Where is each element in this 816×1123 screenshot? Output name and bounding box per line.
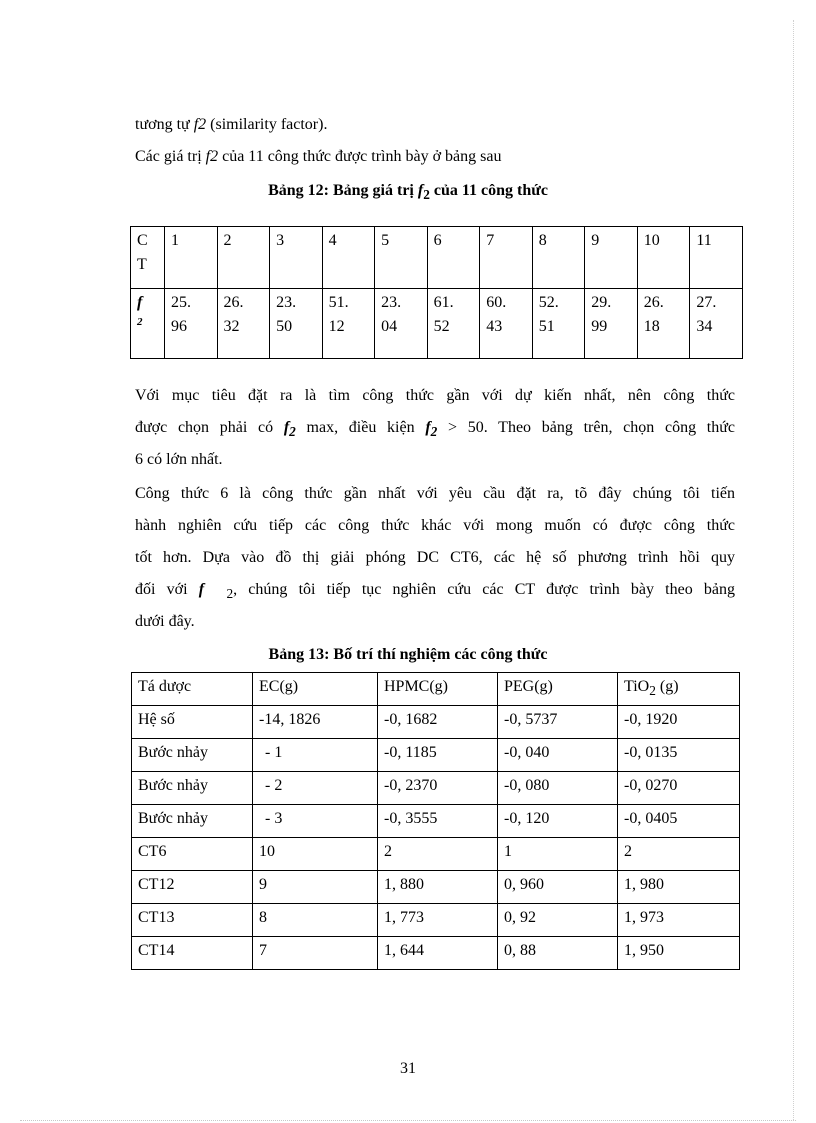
cell-text: 32 [223, 318, 240, 335]
cell-text: 43 [486, 318, 503, 335]
table-cell: 10 [637, 227, 690, 289]
cell-text: 96 [171, 318, 187, 335]
f-symbol: f [198, 581, 205, 598]
cell-text: 50 [276, 318, 293, 335]
table-cell: 2 [618, 838, 740, 871]
table-cell: -0, 120 [498, 805, 618, 838]
text: tương tự [135, 116, 194, 133]
text: (similarity factor). [206, 116, 328, 133]
table-cell: 1, 644 [378, 937, 498, 970]
f-symbol: f [137, 294, 143, 311]
table-row [131, 289, 743, 359]
page-border-right [793, 20, 794, 1120]
table-cell: CT12 [132, 871, 253, 904]
table-header-row [132, 673, 740, 706]
text: đối với [135, 581, 199, 598]
table-row [132, 706, 740, 739]
text-line [135, 580, 735, 604]
table-cell [322, 289, 375, 359]
table-cell: 4 [322, 227, 375, 289]
text-line: tốt hơn. Dựa vào đồ thị giải phóng DC CT6, các hệ số phương trình hồi quy [135, 549, 735, 566]
cell-text: 52. [538, 294, 559, 311]
table-cell [131, 227, 165, 289]
table-cell: 1, 880 [378, 871, 498, 904]
table-cell: - 2 [253, 772, 378, 805]
table-cell: 1 [165, 227, 218, 289]
text: của 11 công thức được trình bày ở bảng sau [218, 148, 502, 165]
table-cell: -0, 1682 [378, 706, 498, 739]
table-cell: Hệ số [132, 706, 253, 739]
table-cell: - 1 [253, 739, 378, 772]
table-cell: 2 [217, 227, 270, 289]
header-cell: EC(g) [253, 673, 378, 706]
subscript: 2 [289, 424, 296, 440]
table-cell: 0, 88 [498, 937, 618, 970]
cell-text: 23. [381, 294, 402, 311]
table-cell: 1, 950 [618, 937, 740, 970]
table-cell: 1, 973 [618, 904, 740, 937]
text: (g) [655, 678, 679, 695]
table-cell: -0, 5737 [498, 706, 618, 739]
table-cell: CT14 [132, 937, 253, 970]
table-row [132, 904, 740, 937]
text-line [135, 147, 735, 167]
table-cell: -0, 040 [498, 739, 618, 772]
text: TiO [624, 678, 650, 695]
caption-text: của 11 công thức [429, 182, 548, 199]
caption-text: Bảng 12: Bảng giá trị [268, 182, 418, 199]
table-cell: -0, 1185 [378, 739, 498, 772]
table-cell: -0, 2370 [378, 772, 498, 805]
table-cell [637, 289, 690, 359]
cell-text: 26. [223, 294, 244, 311]
text-line [135, 418, 735, 442]
subscript: 2 [423, 187, 430, 203]
table12 [130, 226, 743, 359]
table-cell: 7 [480, 227, 533, 289]
cell-text: 61. [433, 294, 454, 311]
f2-symbol: f2 [205, 148, 219, 165]
cell-text: T [137, 256, 147, 273]
table-row [132, 838, 740, 871]
text-line: Với mục tiêu đặt ra là tìm công thức gần với dự kiến nhất, nên công thức [135, 387, 735, 404]
table-cell: 9 [253, 871, 378, 904]
table13 [131, 672, 740, 970]
table-cell: -0, 0405 [618, 805, 740, 838]
table-row [131, 227, 743, 289]
cell-text: 18 [643, 318, 660, 335]
cell-text: 34 [696, 318, 713, 335]
table-cell: 8 [253, 904, 378, 937]
table-cell: 9 [585, 227, 638, 289]
table-cell: 0, 92 [498, 904, 618, 937]
cell-text: 99 [591, 318, 608, 335]
table-cell [270, 289, 323, 359]
header-cell: HPMC(g) [378, 673, 498, 706]
table-cell [165, 289, 218, 359]
table-cell: Bước nhảy [132, 772, 253, 805]
page-border-bottom [20, 1120, 796, 1121]
text: max, điều kiện [295, 419, 426, 436]
subscript: 2 [649, 683, 656, 699]
table-cell: -0, 0270 [618, 772, 740, 805]
table-cell: 6 [427, 227, 480, 289]
table-cell: 5 [375, 227, 428, 289]
cell-text: 23. [276, 294, 297, 311]
table-cell [217, 289, 270, 359]
table-cell: 1 [498, 838, 618, 871]
text: Các giá trị [135, 148, 206, 165]
table-cell [532, 289, 585, 359]
cell-text: 52 [433, 318, 450, 335]
table-cell: -14, 1826 [253, 706, 378, 739]
table-cell [375, 289, 428, 359]
text: , chúng tôi tiếp tục nghiên cứu các CT được trình bày theo bảng [233, 581, 736, 598]
subscript: 2 [430, 424, 438, 440]
table-row [132, 937, 740, 970]
table-cell: CT13 [132, 904, 253, 937]
table-cell: - 3 [253, 805, 378, 838]
cell-text: 12 [328, 318, 345, 335]
header-cell [618, 673, 740, 706]
table-cell: 0, 960 [498, 871, 618, 904]
table13-caption: Bảng 13: Bố trí thí nghiệm các công thức [268, 646, 548, 663]
table-cell [480, 289, 533, 359]
table-cell: -0, 080 [498, 772, 618, 805]
cell-text: 51. [328, 294, 349, 311]
f-symbol: f [425, 419, 431, 436]
table-cell: -0, 3555 [378, 805, 498, 838]
text: được chọn phải có [135, 419, 284, 436]
table-cell [427, 289, 480, 359]
subscript: 2 [137, 316, 143, 328]
table-cell: 10 [253, 838, 378, 871]
table-cell: 2 [378, 838, 498, 871]
text-line: Công thức 6 là công thức gần nhất với yêu cầu đặt ra, tõ đây chúng tôi tiến [135, 485, 735, 502]
table-cell [585, 289, 638, 359]
table-cell: 7 [253, 937, 378, 970]
text-line: hành nghiên cứu tiếp các công thức khác với mong muốn có được công thức [135, 517, 735, 534]
table-cell: Bước nhảy [132, 805, 253, 838]
cell-text: 25. [171, 294, 191, 311]
table-row [132, 739, 740, 772]
cell-text: 29. [591, 294, 612, 311]
text: > 50. Theo bảng trên, chọn công thức [437, 419, 735, 436]
table-row [132, 871, 740, 904]
text-line: dưới đây. [135, 613, 195, 630]
cell-text: 27. [696, 294, 717, 311]
table-cell [131, 289, 165, 359]
table-cell: 11 [690, 227, 743, 289]
table-row [132, 772, 740, 805]
table-cell: Bước nhảy [132, 739, 253, 772]
cell-text: 60. [486, 294, 507, 311]
cell-text: 04 [381, 318, 398, 335]
text-line [135, 115, 735, 135]
table-cell: -0, 1920 [618, 706, 740, 739]
header-cell: PEG(g) [498, 673, 618, 706]
table-cell: -0, 0135 [618, 739, 740, 772]
text-line: 6 có lớn nhất. [135, 451, 223, 468]
table12-caption [0, 181, 816, 205]
table-cell [690, 289, 743, 359]
f2-symbol: f2 [193, 116, 207, 133]
table-cell: 3 [270, 227, 323, 289]
f-symbol: f [417, 182, 424, 199]
table-cell: 1, 773 [378, 904, 498, 937]
header-cell: Tá dược [132, 673, 253, 706]
table-row [132, 805, 740, 838]
page-number: 31 [400, 1060, 416, 1077]
cell-text: C [137, 232, 148, 249]
subscript: 2 [226, 586, 234, 602]
table-cell: 1, 980 [618, 871, 740, 904]
table-cell: CT6 [132, 838, 253, 871]
f-symbol: f [283, 419, 290, 436]
table-cell: 8 [532, 227, 585, 289]
cell-text: 26. [643, 294, 664, 311]
cell-text: 51 [538, 318, 555, 335]
